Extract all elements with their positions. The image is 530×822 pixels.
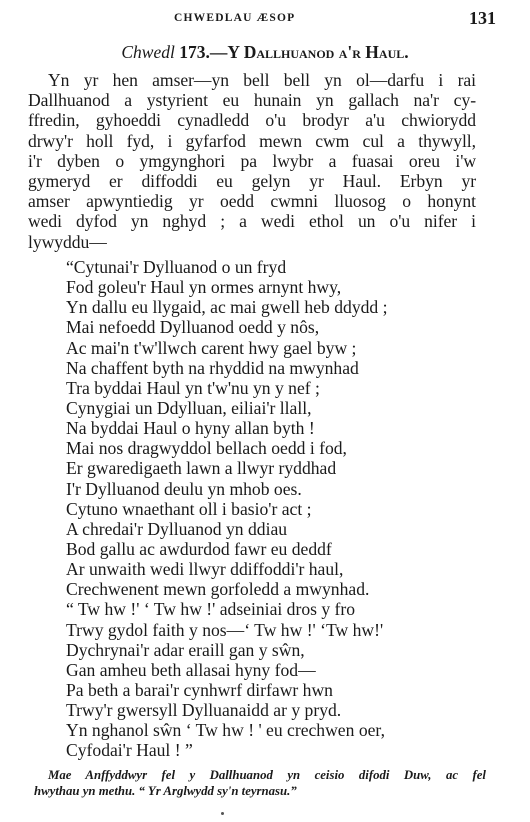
running-head bbox=[36, 8, 496, 32]
poem-line: Pa beth a barai'r cynhwrf dirfawr hwn bbox=[66, 679, 333, 700]
poem-line: “Cytunai'r Dylluanod o un fryd bbox=[66, 257, 287, 277]
prose-line: ffredin, gyhoeddi cynadledd o'u brodyr a'u chwiorydd bbox=[28, 110, 476, 131]
poem-line: A chredai'r Dylluanod yn ddiau bbox=[66, 518, 288, 539]
running-title: CHWEDLAU ÆSOP bbox=[174, 12, 296, 24]
poem-line: Ac mai'n t'w'llwch carent hwy gael byw ; bbox=[66, 337, 357, 358]
moral-note bbox=[34, 767, 486, 799]
fable-number: 173. bbox=[179, 42, 210, 62]
poem-line: Crechwenent mewn gorfoledd a mwynhad. bbox=[66, 579, 370, 600]
poem-line: Ar unwaith wedi llwyr ddiffoddi'r haul, bbox=[66, 559, 344, 580]
moral-line: Mae Anffyddwyr fel y Dallhuanod yn ceisio difodi Duw, ac fel bbox=[48, 768, 486, 782]
prose-line: Yn yr hen amser—yn bell bell yn ol—darfu i rai bbox=[48, 70, 476, 90]
poem-line: Fod goleu'r Haul yn ormes arnynt hwy, bbox=[66, 277, 342, 298]
print-speck bbox=[221, 812, 224, 815]
fable-heading bbox=[0, 42, 530, 63]
poem-line: Yn nghanol sŵn ‘ Tw hw ! ' eu crechwen oer, bbox=[66, 720, 385, 741]
prose-line: i'r dyben o ymgynghori pa lwybr a fuasai oreu i'w bbox=[28, 150, 476, 171]
poem-line: Er gwaredigaeth lawn a llwyr ryddhad bbox=[66, 458, 337, 479]
poem-line: Trwy'r gwersyll Dylluanaidd ar y pryd. bbox=[66, 700, 342, 721]
poem-line: Gan amheu beth allasai hyny fod— bbox=[66, 659, 316, 680]
prose-line: amser apwyntiedig yr oedd cwmni lluosog o honynt bbox=[28, 191, 476, 212]
page-number: 131 bbox=[469, 8, 496, 28]
poem-line: I'r Dylluanod deulu yn mhob oes. bbox=[66, 478, 302, 499]
poem-line: Cyfodai'r Haul ! ” bbox=[66, 740, 193, 761]
prose-line: gymeryd er diffoddi eu gelyn yr Haul. Erbyn yr bbox=[28, 170, 476, 191]
poem-line: Mai nos dragwyddol bellach oedd i fod, bbox=[66, 438, 347, 459]
poem-line: Dychrynai'r adar eraill gan y sŵn, bbox=[66, 639, 305, 660]
poem-line: Yn dallu eu llygaid, ac mai gwell heb ddydd ; bbox=[66, 297, 388, 318]
prose-line: wedi dyfod yn nghyd ; a wedi ethol un o'u nifer i bbox=[28, 211, 476, 232]
prose-paragraph bbox=[28, 70, 476, 252]
fable-label: Chwedl bbox=[121, 42, 175, 62]
poem-line: Na chaffent byth na rhyddid na mwynhad bbox=[66, 357, 359, 378]
fable-title: —Y Dallhuanod a'r Haul. bbox=[209, 42, 409, 62]
poem-line: Cytuno wnaethant oll i basio'r act ; bbox=[66, 498, 312, 519]
prose-line: lywyddu— bbox=[28, 231, 107, 252]
poem-line: Tra byddai Haul yn t'w'nu yn y nef ; bbox=[66, 377, 320, 398]
poem-line: Na byddai Haul o hyny allan byth ! bbox=[66, 418, 315, 439]
poem-line: Trwy gydol faith y nos—‘ Tw hw !' ‘Tw hw!' bbox=[66, 619, 384, 640]
poem-line: Cynygiai un Ddylluan, eiliai'r llall, bbox=[66, 397, 312, 418]
poem-line: “ Tw hw !' ‘ Tw hw !' adseiniai dros y fro bbox=[66, 599, 356, 620]
poem-line: Bod gallu ac awdurdod fawr eu deddf bbox=[66, 538, 332, 559]
moral-line: hwythau yn methu. “ Yr Arglwydd sy'n teyrnasu.” bbox=[34, 784, 297, 798]
prose-line: Dallhuanod a ystyrient eu hunain yn gallach na'r cy- bbox=[28, 90, 476, 111]
poem-line: Mai nefoedd Dylluanod oedd y nôs, bbox=[66, 317, 320, 338]
poem bbox=[66, 257, 388, 761]
prose-line: drwy'r holl fyd, i gyfarfod mewn cwm cul a thywyll, bbox=[28, 130, 476, 151]
